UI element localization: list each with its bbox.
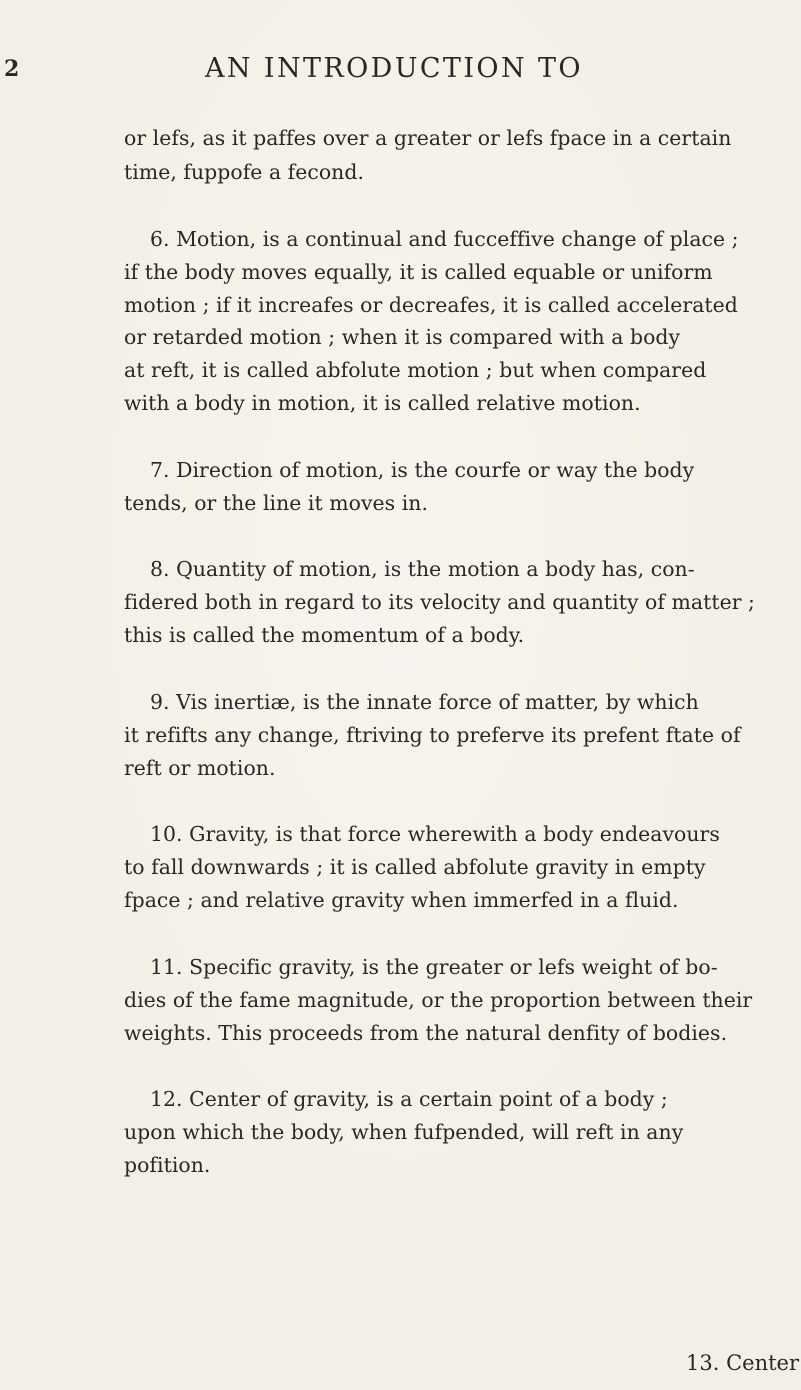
- text-line: upon which the body, when fufpended, will reft in any: [124, 1120, 684, 1144]
- text-line: reft or motion.: [124, 756, 276, 780]
- text-line: dies of the fame magnitude, or the proportion between their: [124, 988, 753, 1012]
- text-line: or retarded motion ; when it is compared with a body: [124, 325, 681, 349]
- text-line: if the body moves equally, it is called equable or uniform: [124, 260, 713, 284]
- paragraph-7-first-line: 7. Direction of motion, is the courfe or way the body: [150, 458, 695, 482]
- running-head: AN INTRODUCTION TO: [205, 53, 583, 84]
- text-line: motion ; if it increafes or decreafes, it is called accelerated: [124, 293, 738, 317]
- page-number: 2: [4, 56, 20, 82]
- text-line: to fall downwards ; it is called abfolute gravity in empty: [124, 855, 706, 879]
- paragraph-6-first-line: 6. Motion, is a continual and fucceffive change of place ;: [150, 227, 739, 251]
- text-line: time, fuppofe a fecond.: [124, 160, 365, 184]
- text-line: tends, or the line it moves in.: [124, 491, 429, 515]
- text-line: it refifts any change, ftriving to preferve its prefent ftate of: [124, 723, 741, 747]
- text-line: pofition.: [124, 1153, 211, 1177]
- text-line: at reft, it is called abfolute motion ; but when compared: [124, 358, 707, 382]
- text-line: with a body in motion, it is called relative motion.: [124, 391, 641, 415]
- paragraph-9-first-line: 9. Vis inertiæ, is the innate force of matter, by which: [150, 690, 699, 714]
- text-line: weights. This proceeds from the natural denfity of bodies.: [124, 1021, 728, 1045]
- catchword: 13. Center: [686, 1351, 799, 1375]
- text-line: fpace ; and relative gravity when immerfed in a fluid.: [124, 888, 679, 912]
- paragraph-8-first-line: 8. Quantity of motion, is the motion a body has, con-: [150, 557, 695, 581]
- text-line: this is called the momentum of a body.: [124, 623, 525, 647]
- text-line: fidered both in regard to its velocity and quantity of matter ;: [124, 590, 755, 614]
- text-line: or lefs, as it paffes over a greater or lefs fpace in a certain: [124, 126, 732, 150]
- paragraph-11-first-line: 11. Specific gravity, is the greater or lefs weight of bo-: [150, 955, 718, 979]
- paragraph-10-first-line: 10. Gravity, is that force wherewith a body endeavours: [150, 822, 720, 846]
- paragraph-12-first-line: 12. Center of gravity, is a certain point of a body ;: [150, 1087, 668, 1111]
